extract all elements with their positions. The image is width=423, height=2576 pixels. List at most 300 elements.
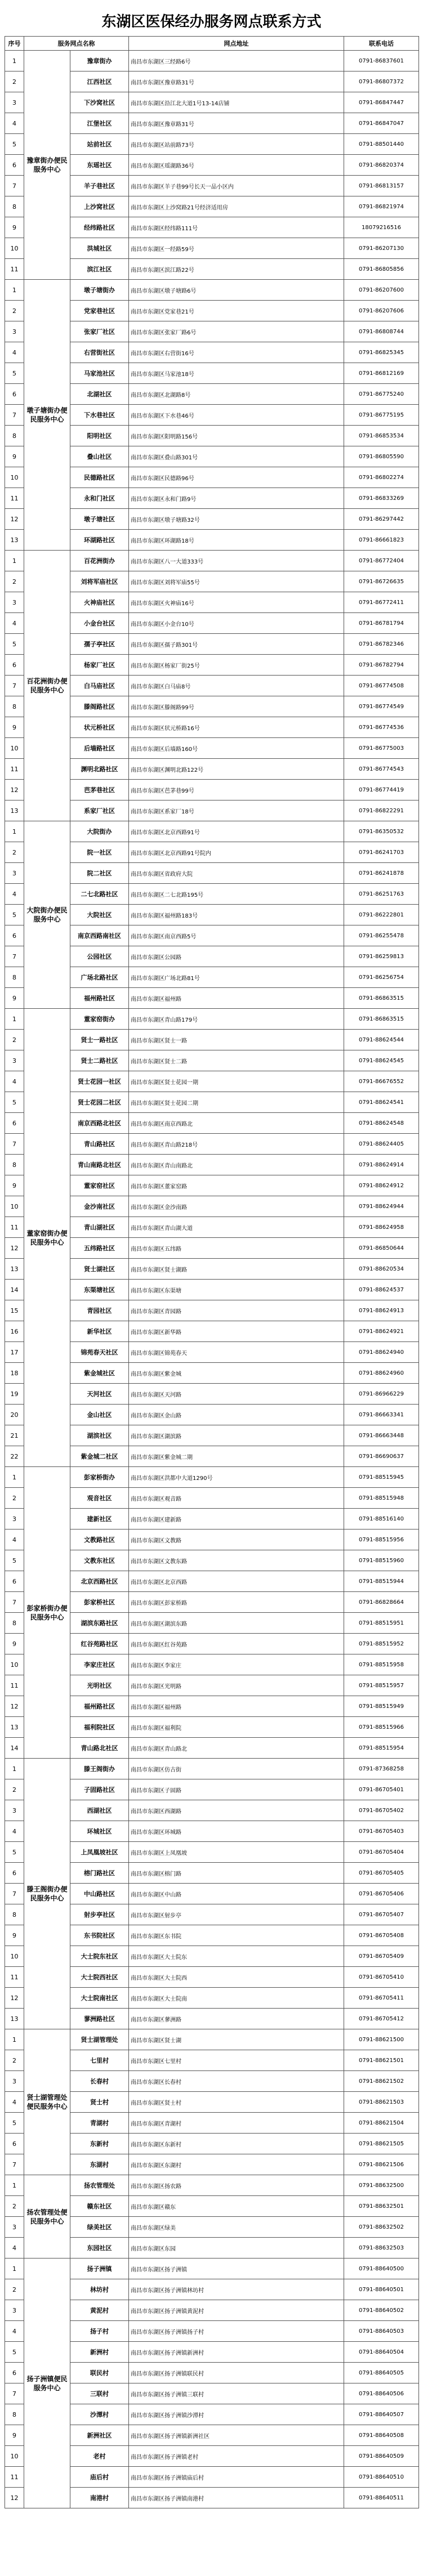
- row-number: 7: [5, 1134, 24, 1155]
- service-point-name: 南京西路南社区: [70, 925, 129, 946]
- service-point-address: 南昌市东湖区青湖村: [129, 2113, 344, 2134]
- service-point-name: 院二社区: [70, 863, 129, 884]
- service-point-name: 右营街社区: [70, 342, 129, 363]
- service-point-phone: 0791-88624541: [344, 1092, 419, 1113]
- row-number: 3: [5, 2071, 24, 2092]
- service-point-name: 福利院社区: [70, 1717, 129, 1738]
- service-point-phone: 0791-86705401: [344, 1779, 419, 1800]
- service-point-phone: 0791-88640500: [344, 2259, 419, 2279]
- table-row: [5, 2175, 419, 2196]
- service-point-address: 南昌市东湖区北京西路91号: [129, 821, 344, 842]
- row-number: 10: [5, 738, 24, 759]
- service-point-phone: 0791-88640502: [344, 2300, 419, 2321]
- row-number: 7: [5, 1884, 24, 1904]
- service-point-name: 扬子洲镇: [70, 2259, 129, 2279]
- service-center-name: 大院街办便民服务中心: [24, 821, 70, 1009]
- service-point-phone: 0791-86813157: [344, 176, 419, 196]
- service-point-address: 南昌市东湖区五纬路: [129, 1238, 344, 1259]
- row-number: 11: [5, 259, 24, 280]
- service-point-name: 青湖村: [70, 2113, 129, 2134]
- service-point-phone: 0791-86774536: [344, 717, 419, 738]
- service-point-phone: 0791-88640503: [344, 2321, 419, 2342]
- service-point-phone: 0791-86774549: [344, 696, 419, 717]
- service-point-phone: 0791-88620534: [344, 1259, 419, 1280]
- service-point-name: 白马庙社区: [70, 676, 129, 696]
- row-number: 12: [5, 1988, 24, 2009]
- row-number: 12: [5, 509, 24, 530]
- service-point-address: 南昌市东湖区滕阁路99号: [129, 696, 344, 717]
- service-point-address: 南昌市东湖区三经路6号: [129, 51, 344, 71]
- service-point-phone: 0791-86847047: [344, 113, 419, 134]
- service-point-phone: 0791-88640505: [344, 2363, 419, 2383]
- service-point-address: 南昌市东湖区八一大道333号: [129, 551, 344, 571]
- service-point-address: 南昌市东湖区青山路218号: [129, 1134, 344, 1155]
- service-point-address: 南昌市东湖区瑶湖路36号: [129, 155, 344, 176]
- service-point-name: 东渠塘社区: [70, 1280, 129, 1300]
- service-point-address: 南昌市东湖区经纬路111号: [129, 217, 344, 238]
- service-point-name: 东新村: [70, 2134, 129, 2154]
- table-row: [5, 51, 419, 71]
- service-point-address: 南昌市东湖区东新村: [129, 2134, 344, 2154]
- table-row: [5, 2029, 419, 2050]
- header-name: 服务网点名称: [24, 37, 129, 51]
- row-number: 1: [5, 2029, 24, 2050]
- service-point-address: 南昌市东湖区扬子洲镇联民村: [129, 2363, 344, 2383]
- service-center-name: 扬农管理处便民服务中心: [24, 2175, 70, 2259]
- service-point-address: 南昌市东湖区扬子洲镇: [129, 2259, 344, 2279]
- service-point-phone: 0791-88624545: [344, 1050, 419, 1071]
- row-number: 5: [5, 905, 24, 925]
- row-number: 2: [5, 2050, 24, 2071]
- service-point-name: 大士院西社区: [70, 1967, 129, 1988]
- service-point-name: 下水巷社区: [70, 405, 129, 426]
- service-point-name: 榕门路社区: [70, 1863, 129, 1884]
- service-point-address: 南昌市东湖区紫金城二期: [129, 1446, 344, 1467]
- service-point-name: 南港村: [70, 2488, 129, 2508]
- service-point-address: 南昌市东湖区公园路: [129, 946, 344, 967]
- service-point-name: 新洲村: [70, 2342, 129, 2363]
- service-point-address: 南昌市东湖区贤士湖路: [129, 1259, 344, 1280]
- service-point-name: 福州路社区: [70, 988, 129, 1009]
- service-point-phone: 0791-86828664: [344, 1592, 419, 1613]
- service-point-phone: 0791-86782346: [344, 634, 419, 655]
- service-point-phone: 0791-86207130: [344, 238, 419, 259]
- service-point-phone: 0791-88632500: [344, 2175, 419, 2196]
- service-point-address: 南昌市东湖区东渠塘: [129, 1280, 344, 1300]
- service-point-name: 渊明北路社区: [70, 759, 129, 780]
- service-point-address: 南昌市东湖区文教东路: [129, 1550, 344, 1571]
- service-point-address: 南昌市东湖区观音路: [129, 1488, 344, 1509]
- service-point-address: 南昌市东湖区红谷苑路: [129, 1634, 344, 1654]
- service-point-name: 系家厂社区: [70, 800, 129, 821]
- row-number: 2: [5, 1779, 24, 1800]
- row-number: 5: [5, 634, 24, 655]
- service-point-phone: 0791-88515951: [344, 1613, 419, 1634]
- row-number: 13: [5, 1259, 24, 1280]
- service-point-phone: 0791-88515944: [344, 1571, 419, 1592]
- row-number: 9: [5, 1175, 24, 1196]
- service-point-address: 南昌市东湖区锦苑春天: [129, 1342, 344, 1363]
- service-point-name: 马家池社区: [70, 363, 129, 384]
- service-point-address: 南昌市东湖区张家厂路6号: [129, 321, 344, 342]
- service-point-phone: 0791-86690637: [344, 1446, 419, 1467]
- service-point-phone: 0791-88516140: [344, 1509, 419, 1530]
- row-number: 7: [5, 946, 24, 967]
- service-point-address: 南昌市东湖区文教路: [129, 1530, 344, 1550]
- service-point-phone: 0791-86705406: [344, 1884, 419, 1904]
- service-point-address: 南昌市东湖区金山路: [129, 1405, 344, 1425]
- service-point-address: 南昌市东湖区刘将军庙55号: [129, 571, 344, 592]
- service-point-address: 南昌市东湖区中山路: [129, 1884, 344, 1904]
- row-number: 3: [5, 2300, 24, 2321]
- service-point-phone: 0791-88515948: [344, 1488, 419, 1509]
- row-number: 3: [5, 863, 24, 884]
- service-point-phone: 0791-88640504: [344, 2342, 419, 2363]
- service-point-phone: 0791-86781794: [344, 613, 419, 634]
- row-number: 1: [5, 1759, 24, 1779]
- service-point-name: 长春村: [70, 2071, 129, 2092]
- service-point-address: 南昌市东湖区滨江路22号: [129, 259, 344, 280]
- service-point-phone: 0791-86847447: [344, 92, 419, 113]
- service-point-phone: 0791-88632502: [344, 2217, 419, 2238]
- service-point-name: 贤士二路社区: [70, 1050, 129, 1071]
- service-point-name: 江西社区: [70, 71, 129, 92]
- row-number: 3: [5, 592, 24, 613]
- row-number: 22: [5, 1446, 24, 1467]
- service-point-phone: 0791-88624548: [344, 1113, 419, 1134]
- row-number: 4: [5, 2092, 24, 2113]
- service-point-name: 新华社区: [70, 1321, 129, 1342]
- service-point-name: 广场北路社区: [70, 967, 129, 988]
- row-number: 9: [5, 717, 24, 738]
- row-number: 7: [5, 405, 24, 426]
- service-point-name: 墩子塘街办: [70, 280, 129, 301]
- row-number: 9: [5, 217, 24, 238]
- row-number: 5: [5, 1550, 24, 1571]
- row-number: 4: [5, 1071, 24, 1092]
- row-number: 14: [5, 1280, 24, 1300]
- service-point-phone: 0791-86772404: [344, 551, 419, 571]
- service-point-phone: 0791-88624940: [344, 1342, 419, 1363]
- service-point-phone: 0791-86812169: [344, 363, 419, 384]
- service-point-address: 南昌市东湖区贤士村: [129, 2092, 344, 2113]
- service-point-address: 南昌市东湖区省政府大院: [129, 863, 344, 884]
- row-number: 14: [5, 1738, 24, 1759]
- service-point-phone: 0791-86705407: [344, 1904, 419, 1925]
- service-center-name: 墩子塘街办便民服务中心: [24, 280, 70, 551]
- service-point-name: 芭茅巷社区: [70, 780, 129, 800]
- service-point-name: 沙潭村: [70, 2404, 129, 2425]
- service-point-address: 南昌市东湖区射步亭: [129, 1904, 344, 1925]
- service-point-name: 党家巷社区: [70, 301, 129, 321]
- service-point-name: 南京西路北社区: [70, 1113, 129, 1134]
- service-point-name: 刘将军庙社区: [70, 571, 129, 592]
- service-point-name: 五纬路社区: [70, 1238, 129, 1259]
- row-number: 18: [5, 1363, 24, 1384]
- header-address: 网点地址: [129, 37, 344, 51]
- service-center-name: 百花洲街办便民服务中心: [24, 551, 70, 821]
- service-point-name: 庙后村: [70, 2467, 129, 2488]
- row-number: 8: [5, 426, 24, 446]
- service-point-name: 上沙窝社区: [70, 196, 129, 217]
- service-point-name: 青山湖社区: [70, 1217, 129, 1238]
- row-number: 6: [5, 925, 24, 946]
- service-point-address: 南昌市东湖区光明路: [129, 1675, 344, 1696]
- service-point-phone: 0791-88624405: [344, 1134, 419, 1155]
- row-number: 11: [5, 759, 24, 780]
- service-point-phone: 0791-88621505: [344, 2134, 419, 2154]
- service-point-address: 南昌市东湖区紫金城: [129, 1363, 344, 1384]
- row-number: 7: [5, 676, 24, 696]
- service-point-name: 环城社区: [70, 1821, 129, 1842]
- service-point-phone: 0791-88632503: [344, 2238, 419, 2259]
- table-row: [5, 551, 419, 571]
- service-point-phone: 0791-86256754: [344, 967, 419, 988]
- service-point-phone: 0791-86207606: [344, 301, 419, 321]
- table-header-row: [5, 37, 419, 51]
- service-point-address: 南昌市东湖区扬子洲镇黄泥村: [129, 2300, 344, 2321]
- service-point-phone: 0791-86251763: [344, 884, 419, 905]
- service-point-name: 中山路社区: [70, 1884, 129, 1904]
- service-point-name: 贤士花园一社区: [70, 1071, 129, 1092]
- row-number: 11: [5, 1675, 24, 1696]
- service-center-name: 豫章街办便民服务中心: [24, 51, 70, 280]
- service-point-phone: 0791-86705404: [344, 1842, 419, 1863]
- row-number: 9: [5, 2425, 24, 2446]
- service-point-name: 三联村: [70, 2383, 129, 2404]
- service-point-phone: 0791-86775195: [344, 405, 419, 426]
- service-point-phone: 18079216516: [344, 217, 419, 238]
- service-point-phone: 0791-88515949: [344, 1696, 419, 1717]
- row-number: 15: [5, 1300, 24, 1321]
- row-number: 8: [5, 696, 24, 717]
- service-point-phone: 0791-86297442: [344, 509, 419, 530]
- service-center-name: 彭家桥街办便民服务中心: [24, 1467, 70, 1759]
- row-number: 7: [5, 176, 24, 196]
- service-point-phone: 0791-88624958: [344, 1217, 419, 1238]
- service-point-phone: 0791-86821974: [344, 196, 419, 217]
- service-point-address: 南昌市东湖区二七北路195号: [129, 884, 344, 905]
- service-point-phone: 0791-88640511: [344, 2488, 419, 2508]
- service-point-name: 上凤凰坡社区: [70, 1842, 129, 1863]
- service-point-address: 南昌市东湖区扬子洲镇新洲社区: [129, 2425, 344, 2446]
- service-point-address: 南昌市东湖区贤士一路: [129, 1030, 344, 1050]
- service-point-address: 南昌市东湖区下水巷46号: [129, 405, 344, 426]
- service-point-phone: 0791-86782794: [344, 655, 419, 676]
- service-point-address: 南昌市东湖区扬子洲镇三联村: [129, 2383, 344, 2404]
- row-number: 6: [5, 655, 24, 676]
- service-point-name: 绿美社区: [70, 2217, 129, 2238]
- service-point-address: 南昌市东湖区李家庄: [129, 1654, 344, 1675]
- service-point-name: 董家窑街办: [70, 1009, 129, 1030]
- service-point-name: 阳明社区: [70, 426, 129, 446]
- service-point-name: 李家庄社区: [70, 1654, 129, 1675]
- row-number: 8: [5, 1904, 24, 1925]
- service-point-name: 新洲社区: [70, 2425, 129, 2446]
- service-point-name: 青山路社区: [70, 1134, 129, 1155]
- service-point-address: 南昌市东湖区扬子洲镇新洲村: [129, 2342, 344, 2363]
- service-point-phone: 0791-86222801: [344, 905, 419, 925]
- service-point-phone: 0791-87368258: [344, 1759, 419, 1779]
- service-point-address: 南昌市东湖区叠山路301号: [129, 446, 344, 467]
- row-number: 1: [5, 821, 24, 842]
- row-number: 9: [5, 1634, 24, 1654]
- service-point-name: 锦苑春天社区: [70, 1342, 129, 1363]
- service-point-name: 豫章街办: [70, 51, 129, 71]
- row-number: 13: [5, 1717, 24, 1738]
- service-point-address: 南昌市东湖区羊子巷99号长天一品小区内: [129, 176, 344, 196]
- service-point-address: 南昌市东湖区上凤凰坡: [129, 1842, 344, 1863]
- service-point-address: 南昌市东湖区仿古街: [129, 1759, 344, 1779]
- row-number: 19: [5, 1384, 24, 1405]
- service-point-phone: 0791-88624537: [344, 1280, 419, 1300]
- service-point-address: 南昌市东湖区福州路: [129, 988, 344, 1009]
- service-point-phone: 0791-88501440: [344, 134, 419, 155]
- service-point-address: 南昌市东湖区天河路: [129, 1384, 344, 1405]
- service-point-name: 彭家桥社区: [70, 1592, 129, 1613]
- service-point-name: 民德路社区: [70, 467, 129, 488]
- row-number: 9: [5, 988, 24, 1009]
- service-point-name: 二七北路社区: [70, 884, 129, 905]
- table-row: [5, 1759, 419, 1779]
- row-number: 9: [5, 446, 24, 467]
- service-point-phone: 0791-86705411: [344, 1988, 419, 2009]
- table-row: [5, 2259, 419, 2279]
- row-number: 6: [5, 155, 24, 176]
- service-point-address: 南昌市东湖区董家窑路: [129, 1175, 344, 1196]
- service-point-address: 南昌市东湖区贤士湖: [129, 2029, 344, 2050]
- service-point-phone: 0791-88624960: [344, 1363, 419, 1384]
- service-point-name: 大士院南社区: [70, 1988, 129, 2009]
- service-point-name: 青园社区: [70, 1300, 129, 1321]
- service-point-address: 南昌市东湖区阳明路156号: [129, 426, 344, 446]
- service-point-address: 南昌市东湖区新华路: [129, 1321, 344, 1342]
- service-point-address: 南昌市东湖区南京西路5号: [129, 925, 344, 946]
- service-point-phone: 0791-88640501: [344, 2279, 419, 2300]
- service-point-address: 南昌市东湖区榕门路: [129, 1863, 344, 1884]
- row-number: 1: [5, 2175, 24, 2196]
- row-number: 2: [5, 571, 24, 592]
- header-phone: 联系电话: [344, 37, 419, 51]
- service-point-phone: 0791-88515954: [344, 1738, 419, 1759]
- service-point-phone: 0791-86705410: [344, 1967, 419, 1988]
- service-point-phone: 0791-86207600: [344, 280, 419, 301]
- service-point-address: 南昌市东湖区民德路96号: [129, 467, 344, 488]
- service-point-phone: 0791-86850644: [344, 1238, 419, 1259]
- row-number: 5: [5, 2113, 24, 2134]
- service-point-address: 南昌市东湖区南京西路北: [129, 1113, 344, 1134]
- service-point-phone: 0791-86705403: [344, 1821, 419, 1842]
- service-point-phone: 0791-88624914: [344, 1155, 419, 1175]
- service-point-phone: 0791-88515966: [344, 1717, 419, 1738]
- service-point-address: 南昌市东湖区彭家桥路: [129, 1592, 344, 1613]
- row-number: 6: [5, 384, 24, 405]
- service-point-name: 文教东社区: [70, 1550, 129, 1571]
- row-number: 10: [5, 238, 24, 259]
- service-point-address: 南昌市东湖区贤士二路: [129, 1050, 344, 1071]
- row-number: 12: [5, 780, 24, 800]
- service-point-phone: 0791-86705409: [344, 1946, 419, 1967]
- row-number: 11: [5, 2467, 24, 2488]
- service-point-phone: 0791-88621503: [344, 2092, 419, 2113]
- service-point-address: 南昌市东湖区系家厂18号: [129, 800, 344, 821]
- service-point-phone: 0791-86808744: [344, 321, 419, 342]
- row-number: 21: [5, 1425, 24, 1446]
- service-point-address: 南昌市东湖区沿江北大道1号13-14店铺: [129, 92, 344, 113]
- service-point-address: 南昌市东湖区孺子路301号: [129, 634, 344, 655]
- row-number: 8: [5, 1613, 24, 1634]
- service-point-phone: 0791-88632501: [344, 2196, 419, 2217]
- service-point-phone: 0791-88515945: [344, 1467, 419, 1488]
- service-point-phone: 0791-86705412: [344, 2009, 419, 2029]
- service-point-phone: 0791-86661823: [344, 530, 419, 551]
- service-point-name: 彭家桥街办: [70, 1467, 129, 1488]
- service-point-phone: 0791-88621502: [344, 2071, 419, 2092]
- service-point-name: 经纬路社区: [70, 217, 129, 238]
- service-point-phone: 0791-86863515: [344, 988, 419, 1009]
- service-point-phone: 0791-86255478: [344, 925, 419, 946]
- service-point-name: 洪城社区: [70, 238, 129, 259]
- service-point-name: 叠山社区: [70, 446, 129, 467]
- service-point-name: 文教路社区: [70, 1530, 129, 1550]
- service-point-phone: 0791-88624913: [344, 1300, 419, 1321]
- service-point-phone: 0791-86853534: [344, 426, 419, 446]
- service-point-name: 建新社区: [70, 1509, 129, 1530]
- row-number: 2: [5, 2279, 24, 2300]
- service-point-name: 扬农管理处: [70, 2175, 129, 2196]
- service-point-name: 状元桥社区: [70, 717, 129, 738]
- service-point-address: 南昌市东湖区扬子洲镇老村: [129, 2446, 344, 2467]
- service-point-name: 紫金城社区: [70, 1363, 129, 1384]
- service-point-phone: 0791-86705408: [344, 1925, 419, 1946]
- service-point-address: 南昌市东湖区扬子洲镇扬子村: [129, 2321, 344, 2342]
- row-number: 13: [5, 800, 24, 821]
- service-point-address: 南昌市东湖区扬子洲镇林坊村: [129, 2279, 344, 2300]
- service-point-address: 南昌市东湖区广场北路81号: [129, 967, 344, 988]
- service-point-address: 南昌市东湖区扬子洲镇庙后村: [129, 2467, 344, 2488]
- service-point-name: 黄泥村: [70, 2300, 129, 2321]
- service-point-name: 联民村: [70, 2363, 129, 2383]
- service-point-name: 江堡社区: [70, 113, 129, 134]
- service-point-name: 环湖路社区: [70, 530, 129, 551]
- service-point-address: 南昌市东湖区湖滨路: [129, 1425, 344, 1446]
- service-point-name: 东书院社区: [70, 1925, 129, 1946]
- service-point-phone: 0791-88621500: [344, 2029, 419, 2050]
- row-number: 3: [5, 1800, 24, 1821]
- service-point-address: 南昌市东湖区赣东: [129, 2196, 344, 2217]
- service-point-address: 南昌市东湖区贤士花园二期: [129, 1092, 344, 1113]
- service-point-name: 大院社区: [70, 905, 129, 925]
- service-point-name: 滨江社区: [70, 259, 129, 280]
- service-point-name: 西湖社区: [70, 1800, 129, 1821]
- service-point-name: 张家厂社区: [70, 321, 129, 342]
- row-number: 3: [5, 1050, 24, 1071]
- row-number: 10: [5, 1654, 24, 1675]
- service-point-address: 南昌市东湖区大士院东: [129, 1946, 344, 1967]
- service-point-address: 南昌市东湖区墩子塘路6号: [129, 280, 344, 301]
- service-point-phone: 0791-88624921: [344, 1321, 419, 1342]
- row-number: 2: [5, 2196, 24, 2217]
- service-point-address: 南昌市东湖区子固路: [129, 1779, 344, 1800]
- service-point-phone: 0791-88640507: [344, 2404, 419, 2425]
- service-point-address: 南昌市东湖区七里村: [129, 2050, 344, 2071]
- service-point-address: 南昌市东湖区东园: [129, 2238, 344, 2259]
- service-point-phone: 0791-86241878: [344, 863, 419, 884]
- service-point-phone: 0791-86676552: [344, 1071, 419, 1092]
- service-point-name: 贤士村: [70, 2092, 129, 2113]
- service-point-name: 湖滨东路社区: [70, 1613, 129, 1634]
- row-number: 3: [5, 321, 24, 342]
